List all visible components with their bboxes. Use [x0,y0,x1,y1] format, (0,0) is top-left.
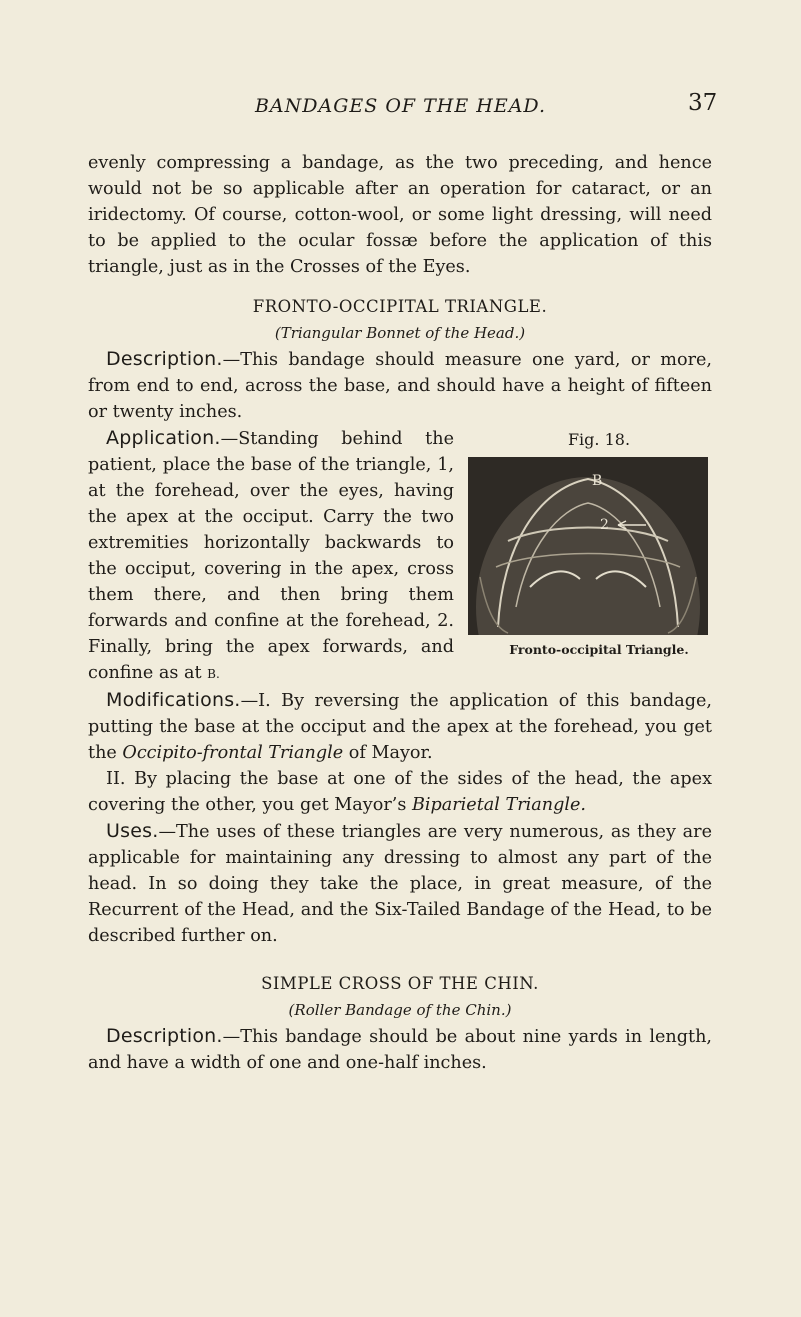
application-end-letter: B. [207,667,220,681]
figure-18 [468,427,712,663]
description-paragraph [88,346,712,425]
application-text: —Standing behind the patient, place the base of the triangle, 1, at the forehead, over the eyes, having the apex at the occiput. Carry the two extremities horizontally backwards to the occiput, covering in the apex, cross them there, and then bring them forwards and confine at the forehead, 2. Finally, bring the apex forwards, and confine as at [88,429,454,683]
uses-label: Uses. [106,820,159,842]
application-paragraph [88,425,712,687]
modifications-text-1b: of Mayor. [343,743,433,763]
modifications-text-1: —I. By reversing the application of this bandage, putting the base at the occiput and the apex at the forehead, you get the [88,691,712,763]
figure-caption: Fronto-occipital Triangle. [509,642,689,657]
biparietal-term: Biparietal Triangle. [411,795,586,815]
modifications-label: Modifications. [106,689,241,711]
section-title-chin: SIMPLE CROSS OF THE CHIN. [261,974,539,993]
chin-description-text: —This bandage should be about nine yards in length, and have a width of one and one-half inches. [88,1027,712,1073]
intro-paragraph: evenly compressing a bandage, as the two preceding, and hence would not be so applicable after an operation for cataract, or an iridectomy. Of course, cotton-wool, or some light dressing, will need to be applied to the ocular fossæ before the application of this triangle, just as in the Crosses of the Eyes. [88,153,712,277]
body-text [88,150,712,1076]
section-subtitle-fronto-occipital: (Triangular Bonnet of the Head.) [274,324,526,342]
bandage-illustration [468,457,708,635]
modifications-text-2: II. By placing the base at one of the sides of the head, the apex covering the other, you get Mayor’s [88,769,712,815]
chin-description-label: Description. [106,1025,223,1047]
mark-b: B [592,473,603,489]
occipito-frontal-term: Occipito-frontal Triangle [122,743,344,763]
section-subtitle-chin: (Roller Bandage of the Chin.) [288,1001,512,1019]
application-label: Application. [106,427,221,449]
description-text: —This bandage should measure one yard, or more, from end to end, across the base, and should have a height of fifteen or twenty inches. [88,350,712,422]
chin-description-paragraph [88,1023,712,1076]
running-head: BANDAGES OF THE HEAD. [254,95,547,117]
mark-2: 2 [600,517,609,533]
modifications-paragraph [88,687,712,766]
figure-label: Fig. 18. [567,430,631,449]
description-label: Description. [106,348,223,370]
section-title-fronto-occipital: FRONTO-OCCIPITAL TRIANGLE. [252,297,548,316]
uses-paragraph [88,818,712,949]
modifications-paragraph-2 [88,766,712,818]
uses-text: —The uses of these triangles are very numerous, as they are applicable for maintaining any dressing to almost any part of the head. In so doing they take the place, in great measure, of the Recurrent of the Head, and the Six-Tailed Bandage of the Head, to be described further on. [88,822,712,946]
page-number: 37 [688,90,718,116]
